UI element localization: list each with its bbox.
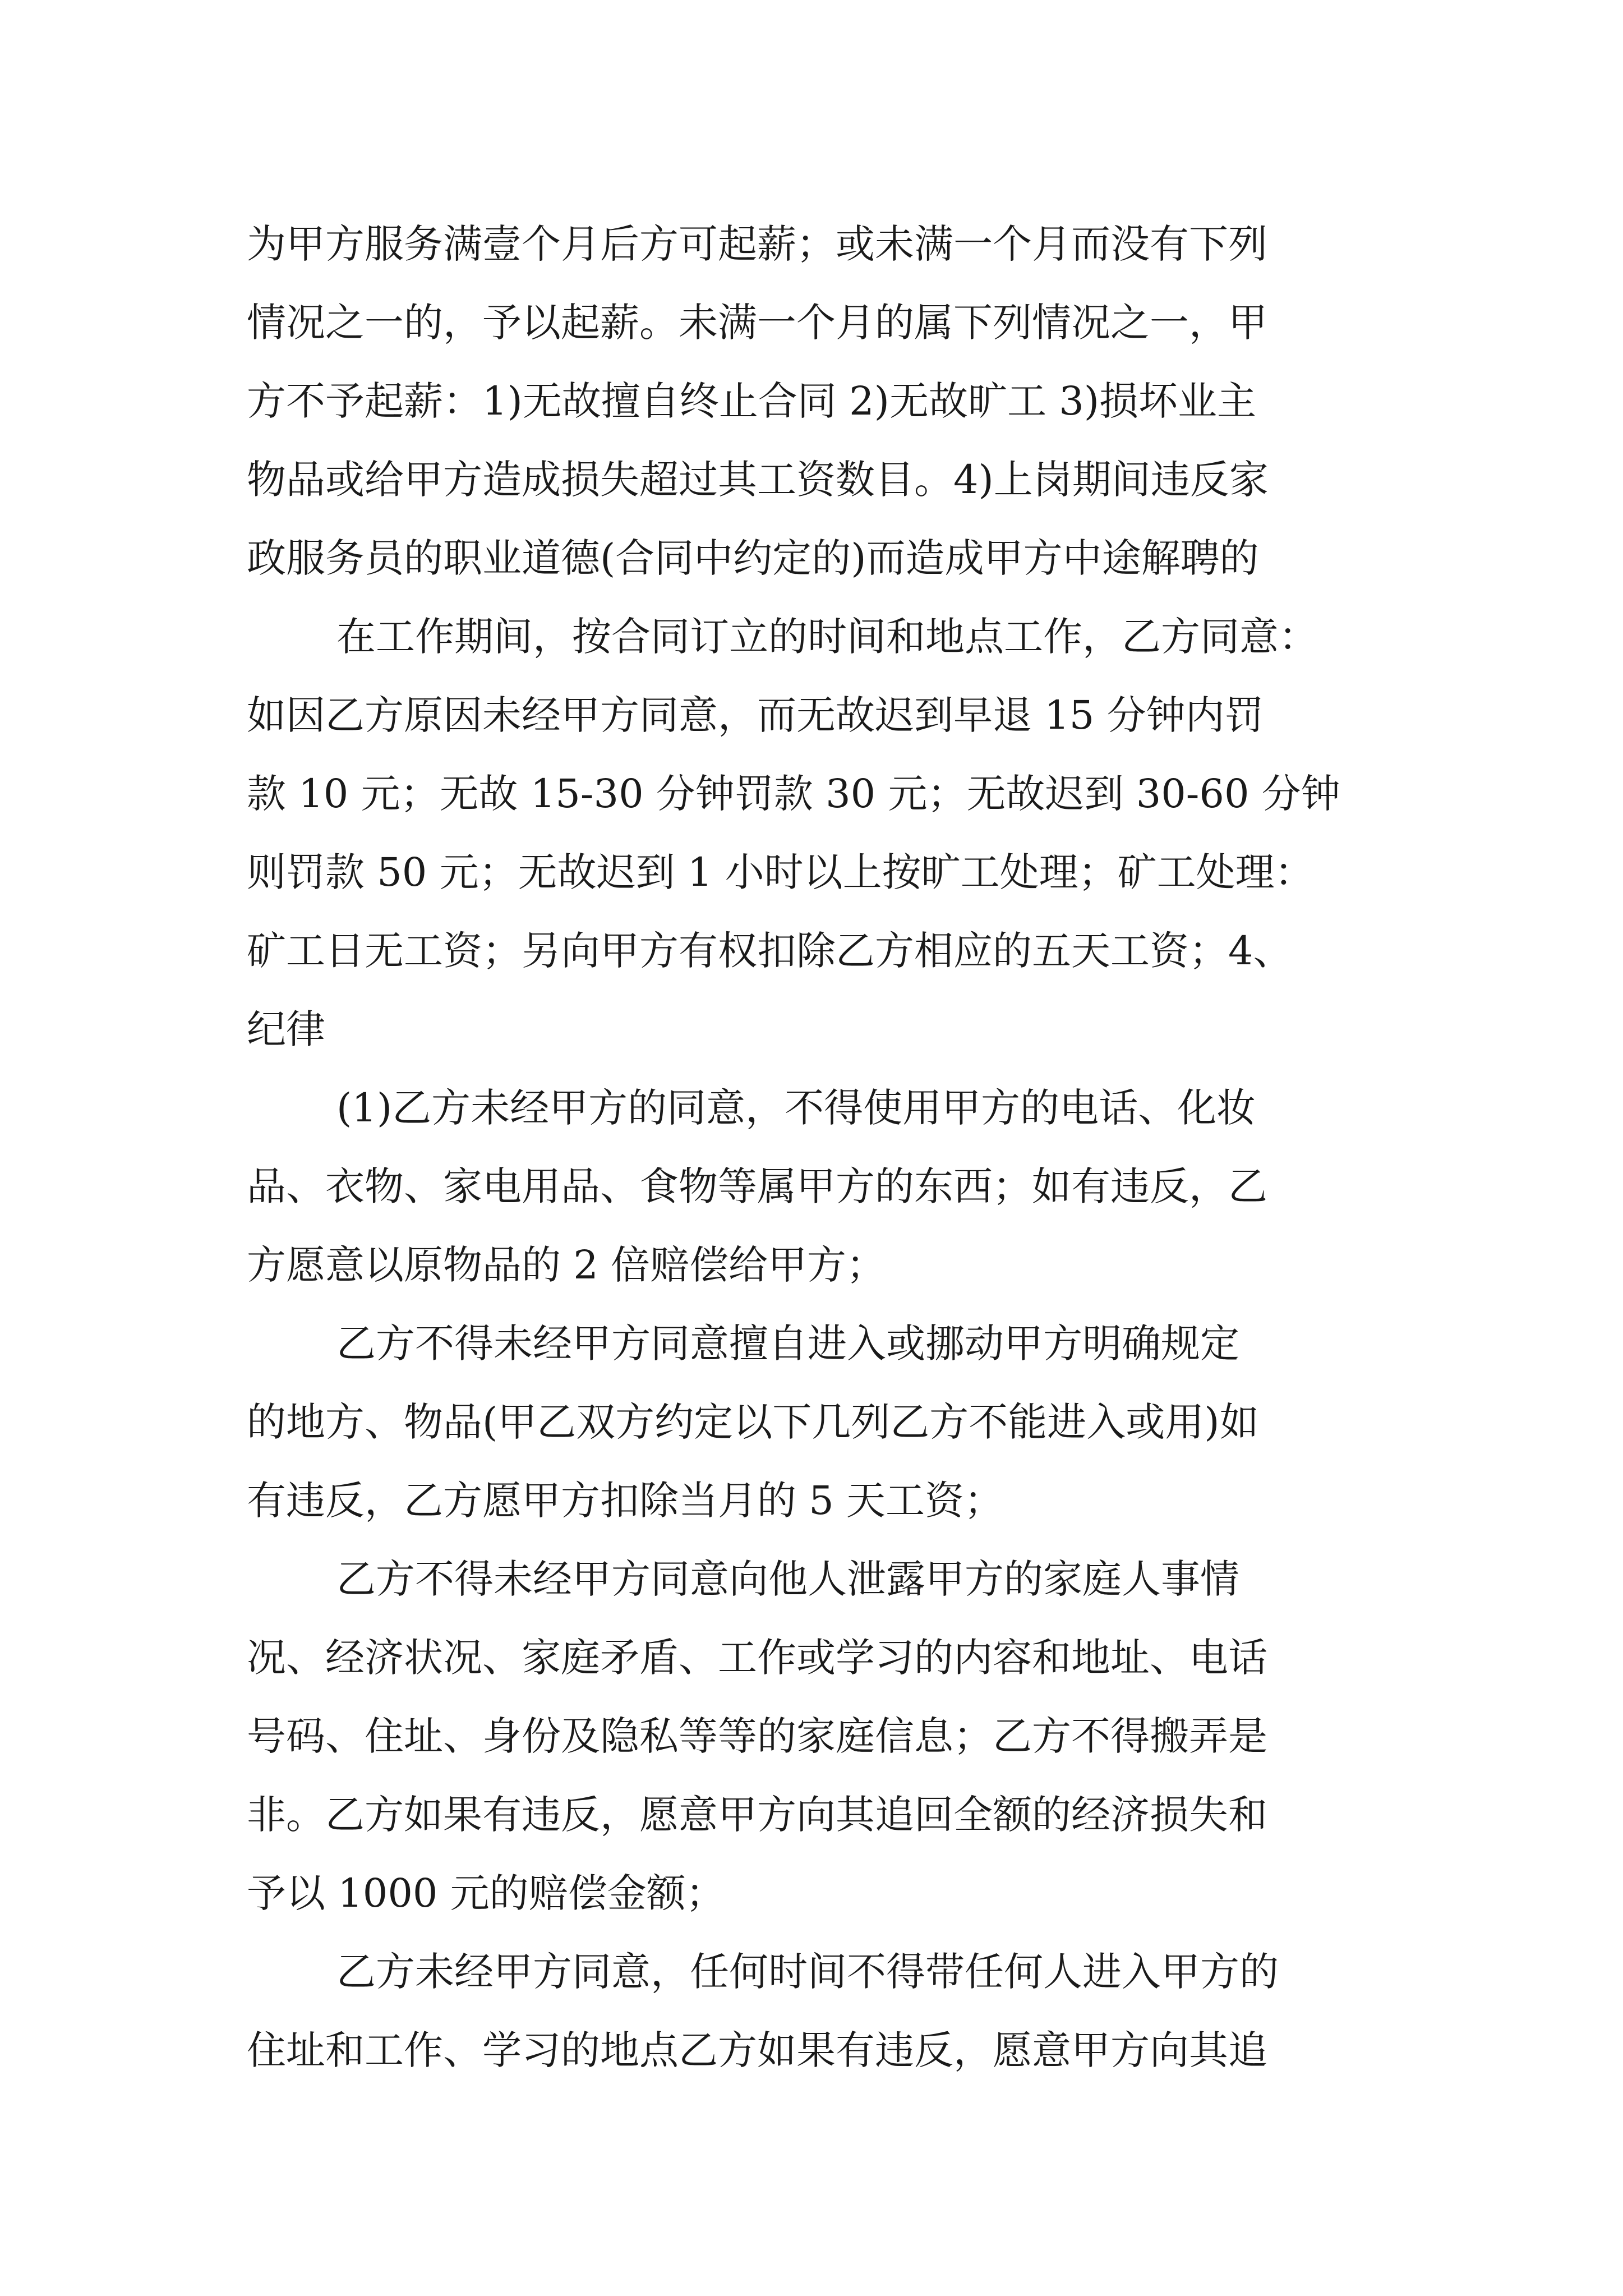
text-line: 非。乙方如果有违反，愿意甲方向其追回全额的经济损失和 bbox=[247, 1792, 1267, 1838]
text-line: 予以 1000 元的赔偿金额； bbox=[247, 1870, 725, 1916]
paragraph-first-line: (1)乙方未经甲方的同意，不得使用甲方的电话、化妆 bbox=[336, 1085, 1256, 1131]
text-line: 款 10 元；无故 15-30 分钟罚款 30 元；无故迟到 30-60 分钟 bbox=[247, 771, 1340, 817]
text-line: 况、经济状况、家庭矛盾、工作或学习的内容和地址、电话 bbox=[247, 1635, 1267, 1681]
text-line: 纪律 bbox=[247, 1006, 325, 1052]
text-line: 则罚款 50 元；无故迟到 1 小时以上按旷工处理；矿工处理： bbox=[247, 849, 1314, 895]
text-line: 品、衣物、家电用品、食物等属甲方的东西；如有违反，乙 bbox=[247, 1163, 1267, 1209]
paragraph-first-line: 在工作期间，按合同订立的时间和地点工作，乙方同意： bbox=[336, 614, 1318, 660]
paragraph-first-line: 乙方不得未经甲方同意擅自进入或挪动甲方明确规定 bbox=[336, 1320, 1239, 1366]
paragraph-first-line: 乙方不得未经甲方同意向他人泄露甲方的家庭人事情 bbox=[336, 1556, 1239, 1602]
text-line: 住址和工作、学习的地点乙方如果有违反，愿意甲方向其追 bbox=[247, 2027, 1267, 2073]
text-line: 为甲方服务满壹个月后方可起薪；或未满一个月而没有下列 bbox=[247, 221, 1267, 267]
text-line: 方不予起薪：1)无故擅自终止合同 2)无故旷工 3)损坏业主 bbox=[247, 378, 1257, 424]
text-line: 方愿意以原物品的 2 倍赔偿给甲方； bbox=[247, 1242, 886, 1288]
text-line: 情况之一的，予以起薪。未满一个月的属下列情况之一，甲 bbox=[247, 300, 1267, 346]
text-line: 如因乙方原因未经甲方同意，而无故迟到早退 15 分钟内罚 bbox=[247, 692, 1264, 738]
text-line: 有违反，乙方愿甲方扣除当月的 5 天工资； bbox=[247, 1478, 1004, 1524]
text-line: 矿工日无工资；另向甲方有权扣除乙方相应的五天工资；4、 bbox=[247, 928, 1293, 974]
text-line: 的地方、物品(甲乙双方约定以下几列乙方不能进入或用)如 bbox=[247, 1399, 1259, 1445]
paragraph-first-line: 乙方未经甲方同意，任何时间不得带任何人进入甲方的 bbox=[336, 1949, 1279, 1995]
text-line: 物品或给甲方造成损失超过其工资数目。4)上岗期间违反家 bbox=[247, 457, 1269, 503]
text-line: 号码、住址、身份及隐私等等的家庭信息；乙方不得搬弄是 bbox=[247, 1713, 1267, 1759]
text-line: 政服务员的职业道德(合同中约定的)而造成甲方中途解聘的 bbox=[247, 535, 1259, 581]
